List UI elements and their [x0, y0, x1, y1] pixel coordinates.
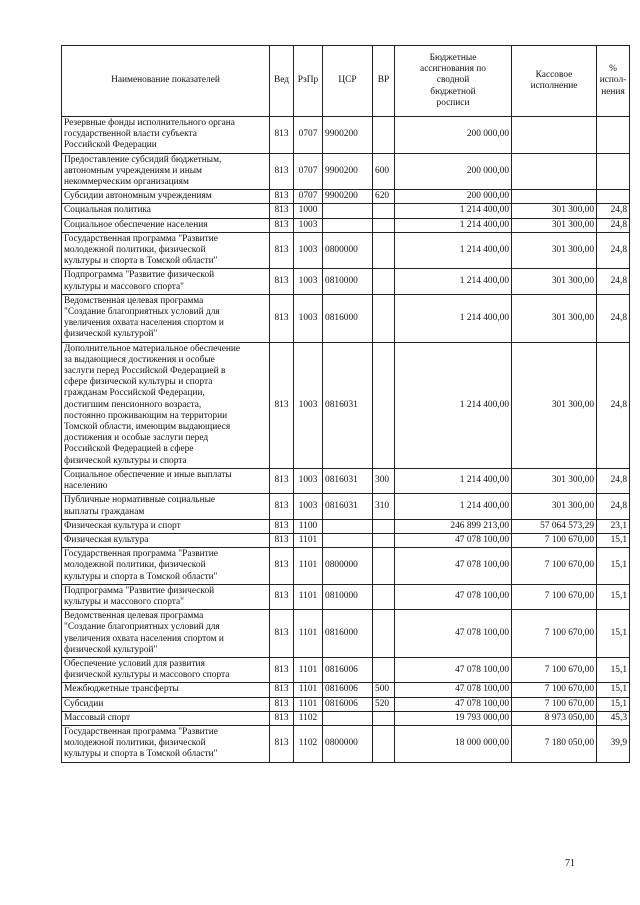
- header-name: Наименование показателей: [62, 46, 270, 117]
- cell-pct: 23,1: [597, 519, 630, 533]
- cell-rzpr: 1003: [294, 468, 323, 493]
- table-row: [62, 683, 630, 697]
- cell-name: Ведомственная целевая программа "Создание благоприятных условий для увеличения охвата населения спортом и физической культурой": [62, 294, 270, 342]
- cell-pct: [597, 153, 630, 190]
- cell-budget: 1 214 400,00: [395, 494, 512, 519]
- cell-name: Субсидии: [62, 697, 270, 711]
- cell-name: Резервные фонды исполнительного органа государственной власти субъекта Российской Федерации: [62, 117, 270, 154]
- cell-vr: [373, 204, 395, 218]
- table-row: [62, 269, 630, 294]
- cell-budget: 18 000 000,00: [395, 725, 512, 762]
- cell-ved: 813: [270, 657, 294, 682]
- budget-execution-table: [61, 45, 630, 763]
- cell-name: Предоставление субсидий бюджетным, автономным учреждениям и иным некоммерческим организациям: [62, 153, 270, 190]
- cell-budget: 47 078 100,00: [395, 533, 512, 547]
- cell-rzpr: 1100: [294, 519, 323, 533]
- cell-name: Физическая культура: [62, 533, 270, 547]
- cell-name: Публичные нормативные социальные выплаты гражданам: [62, 494, 270, 519]
- cell-ved: 813: [270, 218, 294, 232]
- table-row: [62, 232, 630, 269]
- cell-rzpr: 1000: [294, 204, 323, 218]
- cell-cash: 7 100 670,00: [512, 533, 597, 547]
- table-header-row: [62, 46, 630, 117]
- cell-ved: 813: [270, 117, 294, 154]
- cell-cash: [512, 117, 597, 154]
- cell-budget: 200 000,00: [395, 190, 512, 204]
- table-row: [62, 468, 630, 493]
- cell-vr: [373, 610, 395, 658]
- table-row: [62, 533, 630, 547]
- cell-vr: 520: [373, 697, 395, 711]
- cell-vr: 620: [373, 190, 395, 204]
- cell-rzpr: 0707: [294, 190, 323, 204]
- cell-cash: 57 064 573,29: [512, 519, 597, 533]
- cell-rzpr: 0707: [294, 153, 323, 190]
- cell-vr: [373, 269, 395, 294]
- cell-pct: 45,3: [597, 711, 630, 725]
- cell-name: Социальное обеспечение и иные выплаты населению: [62, 468, 270, 493]
- cell-rzpr: 1003: [294, 294, 323, 342]
- cell-pct: 15,1: [597, 548, 630, 585]
- cell-ved: 813: [270, 584, 294, 609]
- cell-vr: [373, 533, 395, 547]
- cell-name: Подпрограмма "Развитие физической культуры и массового спорта": [62, 584, 270, 609]
- cell-cash: 301 300,00: [512, 269, 597, 294]
- cell-ved: 813: [270, 683, 294, 697]
- cell-vr: 300: [373, 468, 395, 493]
- cell-cash: 301 300,00: [512, 342, 597, 468]
- cell-csr: 0816000: [323, 294, 373, 342]
- header-pct: % испол- нения: [597, 46, 630, 117]
- cell-csr: 0800000: [323, 232, 373, 269]
- table-row: [62, 610, 630, 658]
- cell-csr: 0816000: [323, 610, 373, 658]
- cell-ved: 813: [270, 468, 294, 493]
- cell-pct: 24,8: [597, 468, 630, 493]
- cell-ved: 813: [270, 232, 294, 269]
- cell-cash: 7 100 670,00: [512, 548, 597, 585]
- cell-ved: 813: [270, 725, 294, 762]
- cell-name: Государственная программа "Развитие молодежной политики, физической культуры и спорта в Томской области": [62, 232, 270, 269]
- cell-csr: 0816031: [323, 468, 373, 493]
- cell-rzpr: 1003: [294, 232, 323, 269]
- cell-rzpr: 1101: [294, 533, 323, 547]
- cell-ved: 813: [270, 204, 294, 218]
- cell-cash: 7 180 050,00: [512, 725, 597, 762]
- cell-vr: [373, 657, 395, 682]
- cell-vr: [373, 232, 395, 269]
- cell-vr: [373, 294, 395, 342]
- cell-vr: [373, 548, 395, 585]
- header-csr: ЦСР: [323, 46, 373, 117]
- table-row: [62, 294, 630, 342]
- cell-vr: [373, 117, 395, 154]
- cell-cash: 301 300,00: [512, 204, 597, 218]
- cell-name: Дополнительное материальное обеспечение за выдающиеся достижения и особые заслуги перед Российской Федерацией в сфере физической культуры и спорта гражданам Российской Федерации, достигшим пенсионного возраста, постоянно проживающим на территории Томской области, имеющим выдающиеся достижения и особые заслуги перед Российской Федерацией в сфере физической культуры и спорта: [62, 342, 270, 468]
- cell-vr: [373, 519, 395, 533]
- cell-budget: 1 214 400,00: [395, 342, 512, 468]
- cell-ved: 813: [270, 294, 294, 342]
- cell-cash: 7 100 670,00: [512, 584, 597, 609]
- cell-cash: 7 100 670,00: [512, 683, 597, 697]
- cell-pct: 24,8: [597, 232, 630, 269]
- header-rzpr: РзПр: [294, 46, 323, 117]
- cell-cash: 7 100 670,00: [512, 657, 597, 682]
- cell-cash: [512, 153, 597, 190]
- table-row: [62, 725, 630, 762]
- cell-budget: 200 000,00: [395, 153, 512, 190]
- cell-csr: 0816006: [323, 683, 373, 697]
- cell-budget: 47 078 100,00: [395, 610, 512, 658]
- cell-csr: 0810000: [323, 584, 373, 609]
- cell-pct: 15,1: [597, 657, 630, 682]
- table-body: [62, 117, 630, 763]
- cell-rzpr: 1101: [294, 683, 323, 697]
- header-budget: Бюджетные ассигнования по сводной бюджетной росписи: [395, 46, 512, 117]
- cell-pct: 15,1: [597, 610, 630, 658]
- cell-budget: 1 214 400,00: [395, 218, 512, 232]
- cell-budget: 1 214 400,00: [395, 269, 512, 294]
- cell-csr: [323, 218, 373, 232]
- cell-rzpr: 1102: [294, 725, 323, 762]
- cell-csr: 0816031: [323, 342, 373, 468]
- cell-pct: 24,8: [597, 218, 630, 232]
- table-row: [62, 218, 630, 232]
- table-row: [62, 657, 630, 682]
- cell-cash: 301 300,00: [512, 294, 597, 342]
- cell-cash: 301 300,00: [512, 468, 597, 493]
- cell-pct: [597, 117, 630, 154]
- cell-budget: 47 078 100,00: [395, 683, 512, 697]
- cell-pct: [597, 190, 630, 204]
- cell-rzpr: 1101: [294, 584, 323, 609]
- cell-budget: 1 214 400,00: [395, 294, 512, 342]
- table-row: [62, 153, 630, 190]
- cell-rzpr: 1101: [294, 610, 323, 658]
- cell-budget: 47 078 100,00: [395, 657, 512, 682]
- header-cash: Кассовое исполнение: [512, 46, 597, 117]
- cell-pct: 15,1: [597, 584, 630, 609]
- cell-pct: 15,1: [597, 697, 630, 711]
- cell-vr: [373, 711, 395, 725]
- cell-cash: [512, 190, 597, 204]
- cell-budget: 1 214 400,00: [395, 232, 512, 269]
- cell-pct: 15,1: [597, 533, 630, 547]
- cell-ved: 813: [270, 533, 294, 547]
- cell-ved: 813: [270, 269, 294, 294]
- cell-budget: 246 899 213,00: [395, 519, 512, 533]
- cell-ved: 813: [270, 494, 294, 519]
- cell-name: Социальная политика: [62, 204, 270, 218]
- cell-pct: 24,8: [597, 494, 630, 519]
- cell-csr: 0816006: [323, 697, 373, 711]
- table-row: [62, 519, 630, 533]
- cell-ved: 813: [270, 610, 294, 658]
- cell-ved: 813: [270, 548, 294, 585]
- cell-csr: 0800000: [323, 725, 373, 762]
- cell-pct: 24,8: [597, 294, 630, 342]
- cell-csr: 0810000: [323, 269, 373, 294]
- cell-vr: 310: [373, 494, 395, 519]
- cell-vr: [373, 342, 395, 468]
- cell-name: Подпрограмма "Развитие физической культуры и массового спорта": [62, 269, 270, 294]
- cell-ved: 813: [270, 153, 294, 190]
- cell-ved: 813: [270, 190, 294, 204]
- header-ved: Вед: [270, 46, 294, 117]
- cell-pct: 24,8: [597, 204, 630, 218]
- cell-name: Государственная программа "Развитие молодежной политики, физической культуры и спорта в Томской области": [62, 548, 270, 585]
- cell-rzpr: 1003: [294, 342, 323, 468]
- cell-name: Субсидии автономным учреждениям: [62, 190, 270, 204]
- cell-rzpr: 1102: [294, 711, 323, 725]
- cell-budget: 19 793 000,00: [395, 711, 512, 725]
- cell-csr: 9900200: [323, 190, 373, 204]
- table-row: [62, 548, 630, 585]
- table-row: [62, 117, 630, 154]
- cell-csr: 9900200: [323, 153, 373, 190]
- cell-cash: 301 300,00: [512, 232, 597, 269]
- table-row: [62, 342, 630, 468]
- cell-ved: 813: [270, 697, 294, 711]
- cell-ved: 813: [270, 711, 294, 725]
- cell-budget: 47 078 100,00: [395, 548, 512, 585]
- cell-budget: 1 214 400,00: [395, 204, 512, 218]
- cell-name: Ведомственная целевая программа "Создание благоприятных условий для увеличения охвата населения спортом и физической культурой": [62, 610, 270, 658]
- cell-vr: [373, 218, 395, 232]
- cell-rzpr: 1101: [294, 657, 323, 682]
- table-row: [62, 204, 630, 218]
- cell-rzpr: 0707: [294, 117, 323, 154]
- cell-pct: 24,8: [597, 342, 630, 468]
- cell-csr: [323, 204, 373, 218]
- cell-name: Массовый спорт: [62, 711, 270, 725]
- cell-csr: 0800000: [323, 548, 373, 585]
- cell-csr: [323, 711, 373, 725]
- cell-vr: 500: [373, 683, 395, 697]
- cell-rzpr: 1003: [294, 269, 323, 294]
- table-row: [62, 584, 630, 609]
- cell-rzpr: 1101: [294, 548, 323, 585]
- cell-vr: 600: [373, 153, 395, 190]
- cell-budget: 1 214 400,00: [395, 468, 512, 493]
- cell-budget: 47 078 100,00: [395, 697, 512, 711]
- table-row: [62, 190, 630, 204]
- cell-vr: [373, 725, 395, 762]
- cell-budget: 47 078 100,00: [395, 584, 512, 609]
- cell-cash: 8 973 050,00: [512, 711, 597, 725]
- cell-pct: 39,9: [597, 725, 630, 762]
- cell-csr: 0816031: [323, 494, 373, 519]
- cell-ved: 813: [270, 519, 294, 533]
- cell-rzpr: 1003: [294, 218, 323, 232]
- cell-budget: 200 000,00: [395, 117, 512, 154]
- cell-name: Социальное обеспечение населения: [62, 218, 270, 232]
- table-row: [62, 697, 630, 711]
- cell-csr: [323, 519, 373, 533]
- header-vr: ВР: [373, 46, 395, 117]
- table-row: [62, 494, 630, 519]
- cell-cash: 7 100 670,00: [512, 610, 597, 658]
- cell-cash: 301 300,00: [512, 494, 597, 519]
- cell-pct: 15,1: [597, 683, 630, 697]
- cell-name: Обеспечение условий для развития физической культуры и массового спорта: [62, 657, 270, 682]
- cell-rzpr: 1003: [294, 494, 323, 519]
- cell-cash: 301 300,00: [512, 218, 597, 232]
- cell-name: Государственная программа "Развитие молодежной политики, физической культуры и спорта в Томской области": [62, 725, 270, 762]
- cell-csr: [323, 533, 373, 547]
- cell-csr: 9900200: [323, 117, 373, 154]
- cell-csr: 0816006: [323, 657, 373, 682]
- table-row: [62, 711, 630, 725]
- cell-vr: [373, 584, 395, 609]
- cell-ved: 813: [270, 342, 294, 468]
- cell-rzpr: 1101: [294, 697, 323, 711]
- page-number: 71: [565, 858, 575, 869]
- cell-cash: 7 100 670,00: [512, 697, 597, 711]
- cell-name: Физическая культура и спорт: [62, 519, 270, 533]
- cell-name: Межбюджетные трансферты: [62, 683, 270, 697]
- cell-pct: 24,8: [597, 269, 630, 294]
